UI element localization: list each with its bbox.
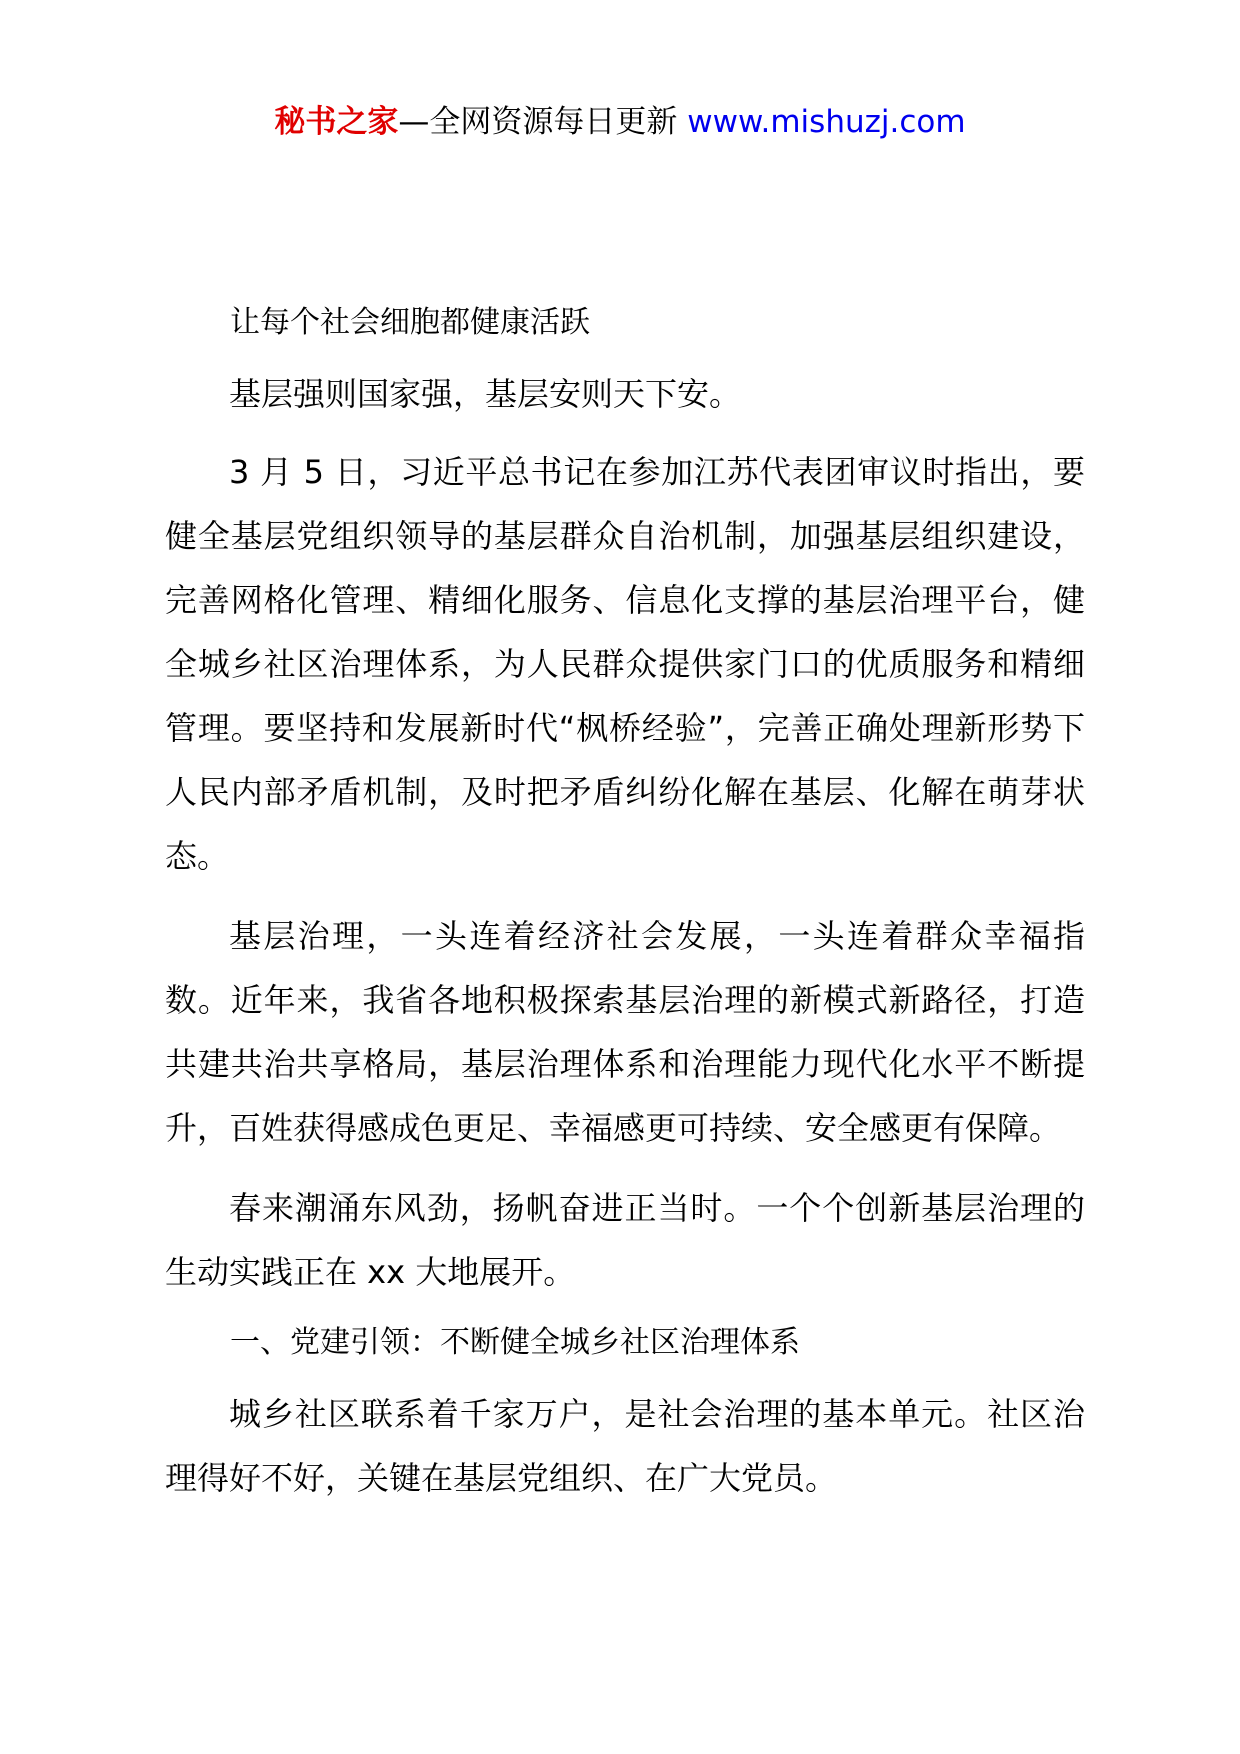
site-url-link[interactable]: www.mishuzj.com xyxy=(687,104,966,140)
section-heading: 一、党建引领：不断健全城乡社区治理体系 xyxy=(230,1325,800,1360)
brand-name: 秘书之家 xyxy=(274,104,399,140)
page-header xyxy=(0,102,1240,142)
paragraph: 基层治理，一头连着经济社会发展，一头连着群众幸福指数。近年来，我省各地积极探索基层治理的新模式新路径，打造共建共治共享格局，基层治理体系和治理能力现代化水平不断提升，百姓获得感成色更足、幸福感更可持续、安全感更有保障。 xyxy=(165,917,1085,1147)
header-slogan: —全网资源每日更新 xyxy=(398,104,688,140)
paragraph: 基层强则国家强，基层安则天下安。 xyxy=(229,375,742,413)
paragraph: 城乡社区联系着千家万户，是社会治理的基本单元。社区治理得好不好，关键在基层党组织、在广大党员。 xyxy=(165,1395,1085,1497)
paragraph: 春来潮涌东风劲，扬帆奋进正当时。一个个创新基层治理的生动实践正在 xx 大地展开。 xyxy=(165,1189,1085,1291)
document-title: 让每个社会细胞都健康活跃 xyxy=(230,305,590,340)
document-body xyxy=(165,300,1085,1526)
paragraph: 3 月 5 日，习近平总书记在参加江苏代表团审议时指出，要健全基层党组织领导的基层群众自治机制，加强基层组织建设，完善网格化管理、精细化服务、信息化支撑的基层治理平台，健全城乡社区治理体系，为人民群众提供家门口的优质服务和精细管理。要坚持和发展新时代“枫桥经验”，完善正确处理新形势下人民内部矛盾机制，及时把矛盾纠纷化解在基层、化解在萌芽状态。 xyxy=(165,453,1085,875)
